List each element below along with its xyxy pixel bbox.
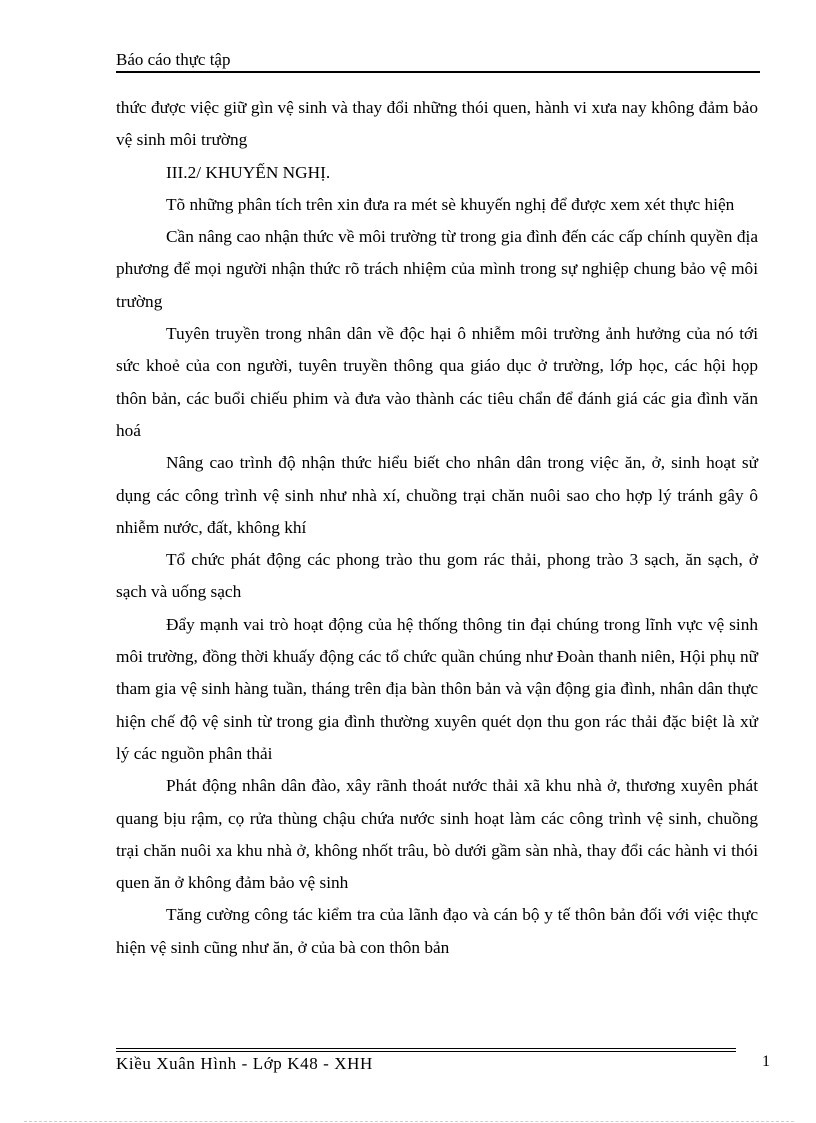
header-rule: [116, 71, 760, 73]
footer-rule-bottom: [116, 1051, 736, 1052]
header-title: Báo cáo thực tập: [116, 50, 231, 69]
body-text: [116, 92, 758, 964]
paragraph: Nâng cao trình độ nhận thức hiểu biết cho nhân dân trong việc ăn, ở, sinh hoạt sử dụng các công trình vệ sinh như nhà xí, chuồng trại chăn nuôi sao cho hợp lý tránh gây ô nhiễm nước, đất, không khí: [116, 453, 758, 537]
footer-rule-top: [116, 1048, 736, 1049]
paragraph: Tõ những phân tích trên xin đưa ra mét sè khuyến nghị để được xem xét thực hiện: [166, 194, 735, 214]
footer-author: Kiều Xuân Hình - Lớp K48 - XHH: [116, 1054, 373, 1073]
paragraph: Tăng cường công tác kiểm tra của lãnh đạo và cán bộ y tế thôn bản đối với việc thực hiện vệ sinh cũng như ăn, ở của bà con thôn bản: [116, 905, 758, 957]
paragraph: Phát động nhân dân đào, xây rãnh thoát nước thải xã khu nhà ở, thương xuyên phát quang bịu rậm, cọ rửa thùng chậu chứa nước sinh hoạt làm các công trình vệ sinh, chuồng trại chăn nuôi xa khu nhà ở, không nhốt trâu, bò dưới gầm sàn nhà, thay đổi các hành vi thói quen ăn ở không đảm bảo vệ sinh: [116, 776, 758, 893]
paragraph: Tuyên truyền trong nhân dân về độc hại ô nhiễm môi trường ảnh hưởng của nó tới sức khoẻ của con người, tuyên truyền thông qua giáo dục ở trường, lớp học, các hội họp thôn bản, các buổi chiếu phim và đưa vào thành các tiêu chẩn để đánh giá các gia đình văn hoá: [116, 324, 758, 440]
paragraph: Cần nâng cao nhận thức về môi trường từ trong gia đình đến các cấp chính quyền địa phương để mọi người nhận thức rõ trách nhiệm của mình trong sự nghiệp chung bảo vệ môi trường: [116, 227, 758, 311]
page-number: 1: [762, 1053, 770, 1070]
paragraph: Đẩy mạnh vai trò hoạt động của hệ thống thông tin đại chúng trong lĩnh vực vệ sinh môi trường, đồng thời khuấy động các tổ chức quần chúng như Đoàn thanh niên, Hội phụ nữ tham gia vệ sinh hàng tuần, tháng trên địa bàn thôn bản và vận động gia đình, nhân dân thực hiện chế độ vệ sinh từ trong gia đình thường xuyên quét dọn thu gon rác thải đặc biệt là xử lý các nguồn phân thải: [116, 614, 758, 763]
paragraph-continuation: thức được việc giữ gìn vệ sinh và thay đổi những thói quen, hành vi xưa nay không đảm bảo vệ sinh môi trường: [116, 98, 758, 150]
paragraph: Tổ chức phát động các phong trào thu gom rác thải, phong trào 3 sạch, ăn sạch, ở sạch và uống sạch: [116, 550, 758, 602]
section-heading: III.2/ KHUYẾN NGHỊ.: [166, 162, 331, 182]
page-edge-divider: [24, 1121, 794, 1122]
